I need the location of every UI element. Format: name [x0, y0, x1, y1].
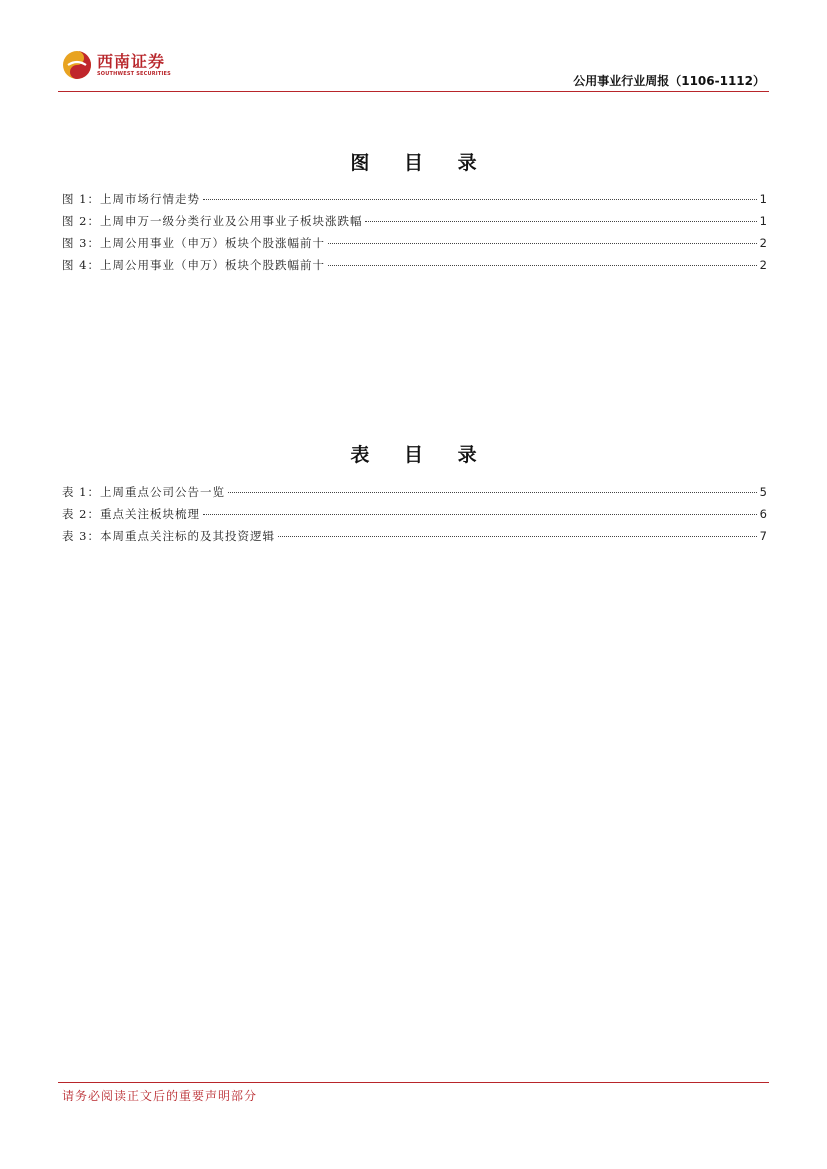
tables-index-list	[62, 484, 767, 550]
toc-dot-leader	[328, 243, 757, 244]
toc-dot-leader	[278, 536, 757, 537]
toc-entry-figure-1[interactable]	[62, 191, 767, 213]
toc-entry-page: 2	[759, 258, 767, 272]
toc-entry-figure-3[interactable]	[62, 235, 767, 257]
footer-divider	[58, 1082, 769, 1083]
toc-dot-leader	[203, 199, 757, 200]
toc-entry-page: 1	[759, 214, 767, 228]
toc-entry-label: 表 1：上周重点公司公告一览	[62, 485, 225, 499]
toc-dot-leader	[203, 514, 757, 515]
footer-disclaimer: 请务必阅读正文后的重要声明部分	[62, 1089, 258, 1103]
toc-entry-label: 图 1：上周市场行情走势	[62, 192, 200, 206]
tables-index-title: 表 目 录	[350, 444, 491, 466]
logo-english-name: SOUTHWEST SECURITIES	[97, 70, 171, 77]
toc-entry-table-3[interactable]	[62, 528, 767, 550]
toc-entry-table-1[interactable]	[62, 484, 767, 506]
figures-index-title: 图 目 录	[350, 152, 491, 174]
header-divider	[58, 91, 769, 92]
toc-entry-label: 图 4：上周公用事业（申万）板块个股跌幅前十	[62, 258, 325, 272]
toc-entry-label: 图 2：上周申万一级分类行业及公用事业子板块涨跌幅	[62, 214, 363, 228]
toc-entry-page: 5	[759, 485, 767, 499]
logo-emblem-icon	[62, 50, 92, 80]
page-header	[58, 48, 769, 92]
toc-dot-leader	[328, 265, 757, 266]
toc-entry-page: 6	[759, 507, 767, 521]
toc-entry-figure-2[interactable]	[62, 213, 767, 235]
toc-entry-page: 1	[759, 192, 767, 206]
toc-entry-page: 7	[759, 529, 767, 543]
logo-chinese-name: 西南证券	[97, 51, 166, 71]
figures-index-list	[62, 191, 767, 279]
toc-dot-leader	[228, 492, 757, 493]
toc-entry-page: 2	[759, 236, 767, 250]
toc-entry-label: 图 3：上周公用事业（申万）板块个股涨幅前十	[62, 236, 325, 250]
toc-entry-label: 表 3：本周重点关注标的及其投资逻辑	[62, 529, 275, 543]
toc-dot-leader	[365, 221, 756, 222]
toc-entry-figure-4[interactable]	[62, 257, 767, 279]
toc-entry-table-2[interactable]	[62, 506, 767, 528]
report-title: 公用事业行业周报（1106-1112）	[573, 74, 765, 88]
company-logo	[62, 50, 171, 80]
toc-entry-label: 表 2：重点关注板块梳理	[62, 507, 200, 521]
